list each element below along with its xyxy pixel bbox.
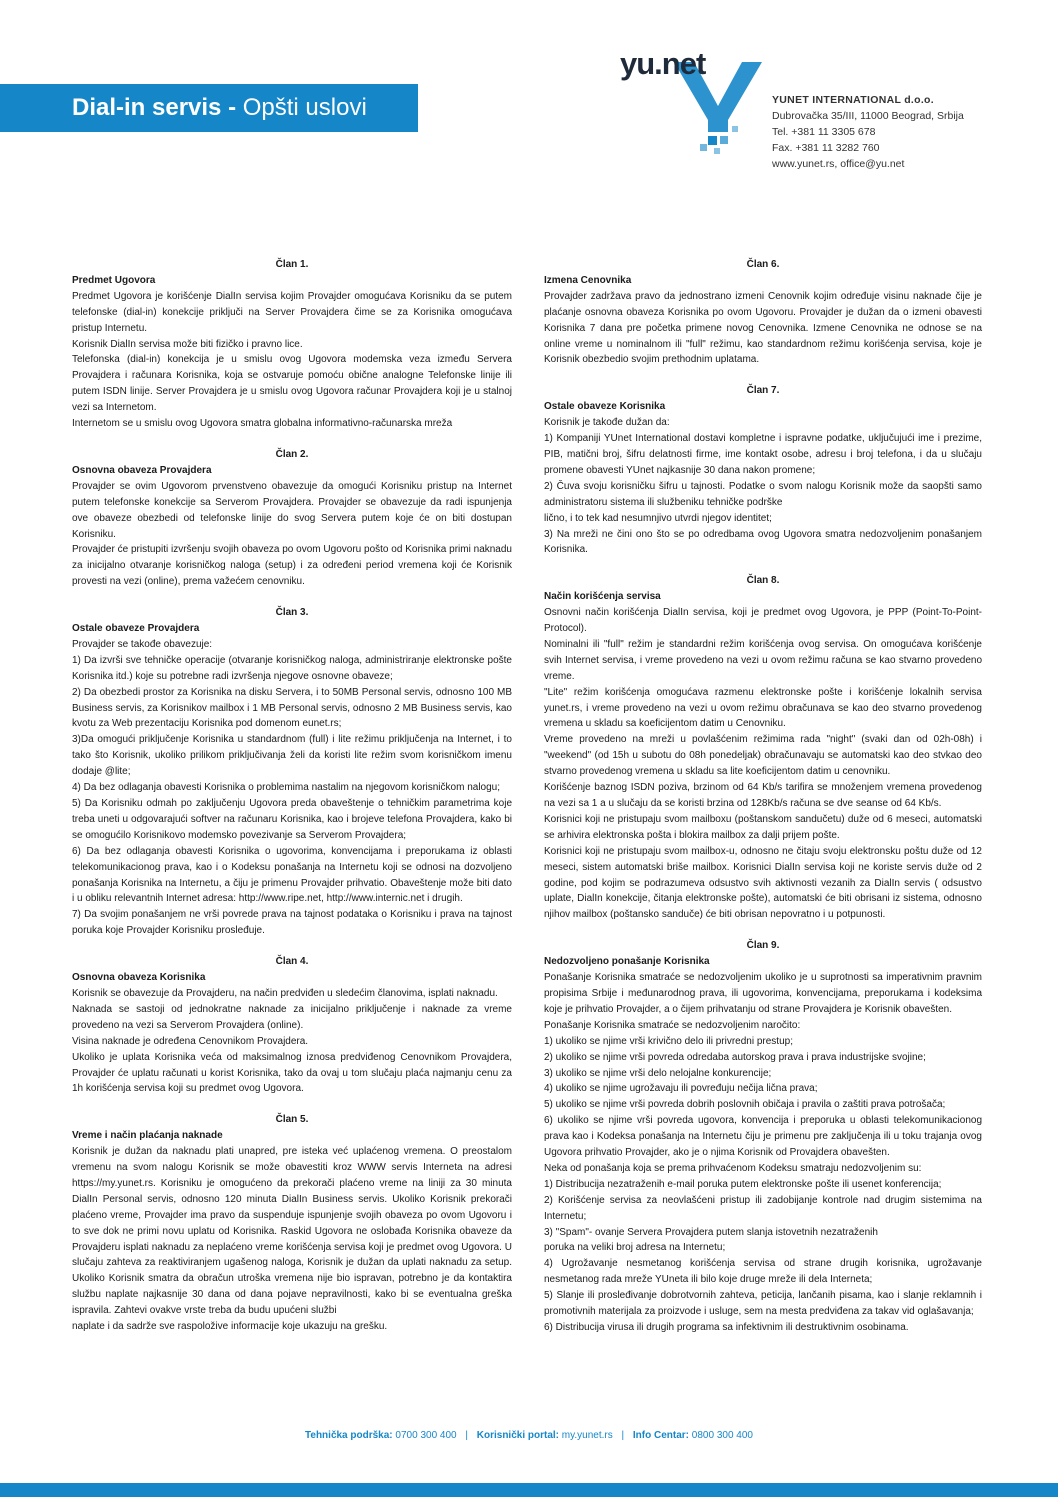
company-fax: Fax. +381 11 3282 760 bbox=[772, 142, 880, 154]
article-paragraph: 1) Distribucija nezatraženih e-mail poruka putem elektronske pošte ili usenet konferencija; bbox=[544, 1178, 942, 1190]
article-paragraph: 3) ukoliko se njime vrši delo nelojalne konkurencije; bbox=[544, 1067, 772, 1079]
article-paragraph: 2) Korišćenje servisa za neovlašćeni pristup ili zadobijanje kontrole nad drugim sistemima na Internetu; bbox=[544, 1194, 982, 1222]
article-title: Način korišćenja servisa bbox=[544, 591, 661, 603]
company-info bbox=[772, 92, 964, 172]
article-paragraph: Provajder će pristupiti izvršenju svojih obaveza po ovom Ugovoru pošto od Korisnika primi naknadu za inicijalno otvaranje korisničkog naloga (setup) i za određeni period vremena koji će Korisnik provesti na vezi (online), prema važećem cenovniku. bbox=[72, 544, 512, 588]
article-paragraph: Provajder zadržava pravo da jednostrano izmeni Cenovnik kojim određuje visinu naknade čije je plaćanje osnovna obaveza Korisnika po ovom Ugovoru. Provajder je dužan da o izmeni obavesti Korisnika 7 dana pre početka primene novog Cenovnika. Izmene Cenovnika ne odnose se na online vreme u nominalnom ili "full" režimu, kao standardnom režimu korišćenja servisa, koje je Korisnik obezbedio svojim prethodnim uplatama. bbox=[544, 290, 982, 366]
support-label: Tehnička podrška: bbox=[305, 1430, 393, 1441]
support-phone: 0700 300 400 bbox=[395, 1430, 457, 1441]
article-paragraph: Osnovni način korišćenja DialIn servisa, koji je predmet ovog Ugovora, je PPP (Point-To-Point-Protocol). bbox=[544, 607, 982, 635]
article-paragraph: Visina naknade je određena Cenovnikom Provajdera. bbox=[72, 1035, 309, 1047]
article-paragraph: Nominalni ili "full" režim je standardni režim korišćenja ovog servisa. On omogućava korišćenje svih Internet servisa, i vreme provedeno na vezi u ovom režimu računa se kao stvarno provedeno vreme. bbox=[544, 638, 982, 682]
article-paragraph: Korisnik je takođe dužan da: bbox=[544, 417, 670, 429]
company-address: Dubrovačka 35/III, 11000 Beograd, Srbija bbox=[772, 110, 964, 122]
article-paragraph: Korisnici koji ne pristupaju svom mailboxu (poštanskom sandučetu) duže od 6 meseci, automatski se arhivira elektronska pošta i blokira mailbox za dalji prijem pošte. bbox=[544, 813, 982, 841]
bottom-bar bbox=[0, 1483, 1058, 1497]
article-paragraph: 5) Slanje ili prosleđivanje dobrotvornih zahteva, peticija, lančanih pisama, kao i slanje reklamnih i promotivnih materijala za proizvode i usluge, sem na mesta predviđena za takav vid oglašavanja; bbox=[544, 1290, 982, 1318]
article-paragraph: lično, i to tek kad nesumnjivo utvrdi njegov identitet; bbox=[544, 512, 772, 524]
article-title: Nedozvoljeno ponašanje Korisnika bbox=[544, 956, 710, 968]
article-paragraph: Korisnici koji ne pristupaju svom mailbox-u, odnosno ne čitaju svoju elektronsku poštu duže od 12 meseci, sistem automatski briše mailbox. Korisnici DialIn servisa koji ne koriste servis duže od 2 godine, pod kojim se podrazumeva odsustvo svih aktivnosti vezanih za DialIn servis ( odsustvo uplate, DialIn konekcije, čitanja elektronske pošte), automatski će biti obrisani iz sistema, odnosno njihov mailbox (poštansko sanduče) će biti obrisan nepovratno i u potpunosti. bbox=[544, 845, 982, 921]
portal-label: Korisnički portal: bbox=[476, 1430, 560, 1441]
article-paragraph: 4) ukoliko se njime ugrožavaju ili povređuju nečija lična prava; bbox=[544, 1083, 818, 1095]
article-paragraph: 3)Da omogući priključenje Korisnika u standardnom (full) i lite režimu priključenja na Internet, i to tako što Korisnik, ukoliko prilikom priključivanja želi da koristi lite režim svom korisničkom imenu dodaje @lite; bbox=[72, 734, 512, 778]
article-title: Predmet Ugovora bbox=[72, 274, 156, 286]
article-paragraph: naplate i da sadrže sve raspoložive informacije koje ukazuju na grešku. bbox=[72, 1321, 388, 1333]
article-number: Član 8. bbox=[746, 575, 780, 587]
article-paragraph: 5) ukoliko se njime vrši povreda dobrih poslovnih običaja i pravila o zaštiti prava potrošača; bbox=[544, 1099, 946, 1111]
article-paragraph: Provajder se ovim Ugovorom prvenstveno obavezuje da omogući Korisniku pristup na Internet putem telefonske konekcije sa Serverom Provajdera. Provajder se obavezuje da radi ispunjenja ove obaveze obezbedi od telefonske linije do svog Servera putem koje će on biti dostupan Korisniku. bbox=[72, 480, 512, 540]
article-paragraph: 6) Da bez odlaganja obavesti Korisnika o ugovorima, konvencijama i preporukama iz oblasti telekomunikacionog prava, kao i o Kodeksu ponašanja na Internetu koji se odnosi na dozvoljeno ponašanja Korisnika na Internetu, a čiju je primenu Provajder prihvatio. Obaveštenje može biti dato i u obliku relevantnih Internet adresa: http://www.ripe.net, http://www.internic.net i drugih. bbox=[72, 845, 512, 905]
right-column bbox=[544, 257, 982, 1336]
article-title: Ostale obaveze Korisnika bbox=[544, 401, 666, 413]
info-label: Info Centar: bbox=[632, 1430, 690, 1441]
article-paragraph: Provajder se takođe obavezuje: bbox=[72, 638, 213, 650]
article-title: Vreme i način plaćanja naknade bbox=[72, 1130, 223, 1142]
article-paragraph: 3) Na mreži ne čini ono što se po odredbama ovog Ugovora smatra nedozvoljenim ponašanjem Korisnika. bbox=[544, 528, 982, 556]
article-paragraph: 4) Ugrožavanje nesmetanog korišćenja servisa od strane drugih korisnika, ugrožavanje nesmetanog rada mreže YUneta ili bilo koje druge mreže ili dela Interneta; bbox=[544, 1258, 982, 1286]
footer-separator: | bbox=[621, 1430, 625, 1441]
article-number: Član 1. bbox=[275, 259, 309, 270]
company-name: YUNET INTERNATIONAL d.o.o. bbox=[772, 94, 934, 106]
title-bold: Dial-in servis - bbox=[72, 94, 237, 121]
article-paragraph: Ukoliko je uplata Korisnika veća od maksimalnog iznosa predviđenog Cenovnikom Provajdera, Provajder će uplatu računati u korist Korisnika, tako da ovaj u tom slučaju plaća najmanju cenu za 1h korišćenja servisa koji su predmet ovog Ugovora. bbox=[72, 1051, 512, 1095]
article-paragraph: 5) Da Korisniku odmah po zaključenju Ugovora preda obaveštenje o tehničkim parametrima koje treba uneti u odgovarajući softver na računaru Korisnika, kao i brojeve telefona Provajdera, kako bi se omogućilo Korisnikovo modemsko povezivanje sa Serverom Provajdera; bbox=[72, 798, 512, 841]
article-number: Član 2. bbox=[275, 448, 309, 460]
article-paragraph: 1) Kompaniji YUnet International dostavi kompletne i ispravne podatke, uključujući ime i prezime, PIB, matični broj, šifru delatnosti firme, ime kontakt osobe, adresu i broj telefona, i da u slučaju promene obavesti YUnet najkasnije 30 dana nakon promene; bbox=[544, 433, 982, 476]
article-paragraph: Korisnik DialIn servisa može biti fizičko i pravno lice. bbox=[72, 338, 303, 350]
article-paragraph: Predmet Ugovora je korišćenje DialIn servisa kojim Provajder omogućava Korisniku da se putem telefonske (dial-in) konekcije priključi na Server Provajdera čime se za Korisnika omogućava pristup Internetu. bbox=[72, 290, 512, 334]
article-paragraph: Ponašanje Korisnika smatraće se nedozvoljenim naročito: bbox=[544, 1019, 801, 1031]
portal-link[interactable]: my.yunet.rs bbox=[561, 1430, 613, 1441]
title-banner bbox=[0, 84, 418, 132]
article-paragraph: 3) "Spam"- ovanje Servera Provajdera putem slanja istovetnih nezatraženih bbox=[544, 1226, 878, 1238]
footer-separator: | bbox=[465, 1430, 468, 1441]
article-title: Osnovna obaveza Korisnika bbox=[72, 972, 206, 984]
company-phone: Tel. +381 11 3305 678 bbox=[772, 126, 876, 138]
left-column bbox=[72, 257, 512, 1335]
article-paragraph: Korisnik se obavezuje da Provajderu, na način predviđen u sledećim članovima, isplati naknadu. bbox=[72, 987, 498, 999]
article-paragraph: Internetom se u smislu ovog Ugovora smatra globalna informativno-računarska mreža bbox=[72, 418, 453, 430]
article-paragraph: 4) Da bez odlaganja obavesti Korisnika o problemima nastalim na njegovom korisničkom nalogu; bbox=[72, 782, 501, 794]
article-paragraph: Telefonska (dial-in) konekcija je u smislu ovog Ugovora modemska veza između Servera Provajdera i računara Korisnika, koja se ostvaruje pomoću obične analogne Telefonske linije ili putem ISDN linije. Server Provajdera je u smislu ovog Ugovora računar Provajdera koji je u stalnoj vezi sa Internetom. bbox=[72, 354, 512, 414]
company-web: www.yunet.rs, office@yu.net bbox=[772, 158, 905, 170]
article-number: Član 3. bbox=[275, 607, 309, 619]
article-paragraph: poruka na veliki broj adresa na Internetu; bbox=[544, 1242, 726, 1254]
article-paragraph: Ponašanje Korisnika smatraće se nedozvoljenim ukoliko je u suprotnosti sa imperativnim pravnim propisima Srbije i međunarodnog prava, ili ugovorima, konvencijama, preporukama i kodeksima koje je prihvatio Provajder, a o čijem prihvatanju od strane Provajdera je Korisnik obavešten. bbox=[544, 972, 982, 1015]
article-paragraph: 6) ukoliko se njime vrši povreda ugovora, konvencija i preporuka u oblasti telekomunikacionog prava kao i Kodeksa ponašanja na Internetu čiju je primenu pre zaključenja ili u toku trajanja ovog Ugovora prihvatio Provajder, ako je o njima Korisnik od Provajdera obavešten. bbox=[544, 1115, 982, 1159]
article-paragraph: 2) Da obezbedi prostor za Korisnika na disku Servera, i to 50MB Personal servis, odnosno 100 MB Business servis, za Korisnikov mailbox i 1 MB Personal servis, odnosno 2 MB Business servis, kao kvotu za Web prezentaciju Korisnika pod domenom eunet.rs; bbox=[72, 686, 512, 730]
article-paragraph: 1) ukoliko se njime vrši krivično delo ili privredni prestup; bbox=[544, 1035, 793, 1047]
article-paragraph: Neka od ponašanja koja se prema prihvaćenom Kodeksu smatraju nedozvoljenim su: bbox=[544, 1162, 922, 1174]
title-light: Opšti uslovi bbox=[242, 94, 367, 121]
article-paragraph: 2) Čuva svoju korisničku šifru u tajnosti. Podatke o svom nalogu Korisnik može da saopšti samo administratoru sistema ili službeniku tehničke podrške bbox=[544, 480, 982, 508]
article-paragraph: 1) Da izvrši sve tehničke operacije (otvaranje korisničkog naloga, administriranje elektronske pošte Korisnika itd.) koje su potrebne radi izvršenja njegove osnovne obaveze; bbox=[72, 654, 512, 682]
yunet-logo bbox=[616, 46, 766, 152]
logo-wordmark: yu.net bbox=[620, 46, 706, 81]
article-paragraph: 7) Da svojim ponašanjem ne vrši povrede prava na tajnost podataka o Korisniku i prava na tajnost poruka koje Provajder Korisniku prosleđuje. bbox=[72, 909, 512, 937]
article-title: Osnovna obaveza Provajdera bbox=[72, 464, 212, 476]
article-title: Ostale obaveze Provajdera bbox=[72, 623, 200, 635]
article-paragraph: Korisnik je dužan da naknadu plati unapred, pre isteka već uplaćenog vremena. O preostalom vremenu na svom nalogu Korisnik se može obavestiti kroz WWW servis Interneta na adresi https://my.yunet.rs. Korisniku je omogućeno da prekorači plaćeno vreme na liniji za 30 minuta DialIn Personal servis, odnosno 120 minuta DialIn Business servis. Ukoliko Korisnik prekorači plaćeno vreme, Provajder ima pravo da suspenduje ispunjenje svojih obaveza po ovom Ugovoru i to sve dok ne primi novu uplatu od Korisnika. Raskid Ugovora ne oslobađa Korisnika obaveze da Provajderu isplati naknadu za neplaćeno vreme korišćenja servisa koji je predmet ovog Ugovora. U slučaju zahteva za reaktiviranjem ugašenog naloga, Korisnik je dužan da uplati naknadu za setup. Ukoliko Korisnik smatra da obračun utroška vremena nije bio ispravan, potrebno je da kontaktira službu naplate najkasnije 30 dana od dana pojave nepravilnosti, kako bi se eventualna greška ispravila. Zahtevi ovakve vrste treba da budu upućeni službi bbox=[72, 1146, 512, 1317]
article-paragraph: "Lite" režim korišćenja omogućava razmenu elektronske pošte i korišćenje lokalnih servisa yunet.rs, i vreme provedeno na vezi u ovom režimu obračunava se kao deo stvarno provedenog vremena u skladu sa koeficijentom datim u Cenovniku. bbox=[544, 686, 982, 730]
article-number: Član 4. bbox=[275, 956, 309, 968]
article-number: Član 5. bbox=[275, 1114, 309, 1126]
footer-contacts bbox=[0, 1430, 1058, 1441]
info-phone: 0800 300 400 bbox=[691, 1430, 753, 1441]
article-paragraph: 6) Distribucija virusa ili drugih programa sa infektivnim ili destruktivnim osobinama. bbox=[544, 1322, 909, 1333]
article-paragraph: Korišćenje baznog ISDN poziva, brzinom od 64 Kb/s tarifira se množenjem vremena provedenog na vezi sa 1 a u slučaju da se koristi brzina od 128Kb/s računa se dve seanse od 64 Kb/s. bbox=[544, 782, 982, 809]
article-number: Član 7. bbox=[746, 385, 780, 397]
article-paragraph: 2) ukoliko se njime vrši povreda odredaba autorskog prava i prava industrijske svojine; bbox=[544, 1051, 926, 1063]
article-title: Izmena Cenovnika bbox=[544, 274, 632, 286]
article-number: Član 9. bbox=[746, 940, 780, 952]
article-paragraph: Naknada se sastoji od jednokratne naknade za inicijalno priključenje i naknade za vreme provedeno na vezi sa Serverom Provajdera (online). bbox=[72, 1003, 512, 1031]
article-paragraph: Vreme provedeno na mreži u povlašćenim režimima rada "night" (svaki dan od 02h-08h) i "weekend" (od 15h u subotu do 08h ponedeljak) obračunavaju se automatski kao deo stvkao deo stvarno provedenog vremena u skladu sa lite koeficijentom datim u cenovniku. bbox=[544, 734, 982, 778]
article-number: Član 6. bbox=[746, 259, 780, 270]
